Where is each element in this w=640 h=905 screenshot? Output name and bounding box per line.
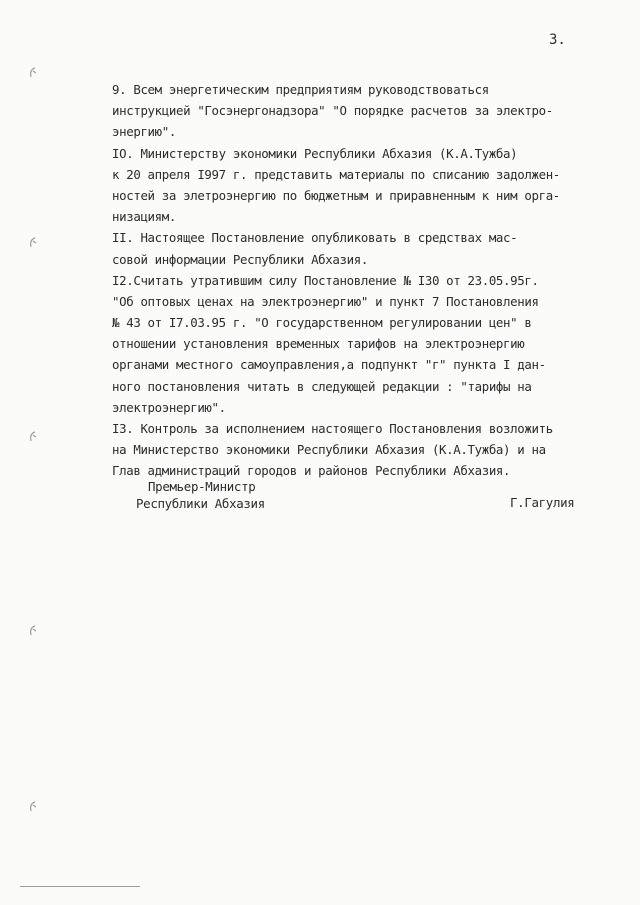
text-line: электроэнергию". xyxy=(112,399,226,415)
text-line: ного постановления читать в следующей редакции : "тарифы на xyxy=(112,378,532,394)
text-line: IO. Министерству экономики Республики Абхазия (К.А.Тужба) xyxy=(112,145,518,161)
paragraph-9 xyxy=(112,79,632,143)
signature-title-line1: Премьер-Министр xyxy=(148,479,256,494)
text-line: II. Настоящее Постановление опубликовать в средствах мас- xyxy=(112,230,518,246)
text-line: к 20 апреля I997 г. представить материалы по списанию задолжен- xyxy=(112,166,560,182)
text-line: Глав администраций городов и районов Республики Абхазия. xyxy=(112,463,511,479)
text-line: № 43 от I7.03.95 г. "О государственном регулировании цен" в xyxy=(112,315,532,331)
text-line: низациям. xyxy=(112,209,176,225)
paragraph-11 xyxy=(112,227,632,269)
text-line: отношении установления временных тарифов на электроэнергию xyxy=(112,336,525,352)
text-line: органами местного самоуправления,а подпункт "г" пункта I дан- xyxy=(112,357,546,373)
punch-hole-mark xyxy=(28,624,38,638)
paragraph-13 xyxy=(112,418,632,482)
page-edge-line xyxy=(20,886,140,887)
text-line: "Об оптовых ценах на электроэнергию" и пункт 7 Постановления xyxy=(112,293,539,309)
paragraph-10 xyxy=(112,143,632,228)
text-line: на Министерство экономики Республики Абхазия (К.А.Тужба) и на xyxy=(112,442,546,458)
document-body xyxy=(112,79,632,482)
text-line: энергию". xyxy=(112,124,176,140)
signature-title xyxy=(136,478,265,512)
signature-name: Г.Гагулия xyxy=(510,495,575,510)
punch-hole-mark xyxy=(28,236,38,250)
text-line: совой информации Республики Абхазия. xyxy=(112,251,368,267)
text-line: I2.Считать утратившим силу Постановление № I30 от 23.05.95г. xyxy=(112,272,539,288)
text-line: ностей за элетроэнергию по бюджетным и приравненным к ним орга- xyxy=(112,187,560,203)
text-line: I3. Контроль за исполнением настоящего Постановления возложить xyxy=(112,421,553,436)
punch-hole-mark xyxy=(28,800,38,814)
punch-hole-mark xyxy=(28,66,38,80)
paragraph-12 xyxy=(112,270,632,418)
page-number: 3. xyxy=(549,32,566,48)
text-line: инструкцией "Госэнергонадзора" "О порядке расчетов за электро- xyxy=(112,103,553,119)
signature-title-line2: Республики Абхазия xyxy=(136,496,265,511)
text-line: 9. Всем энергетическим предприятиям руководствоваться xyxy=(112,82,489,97)
punch-hole-mark xyxy=(28,430,38,444)
